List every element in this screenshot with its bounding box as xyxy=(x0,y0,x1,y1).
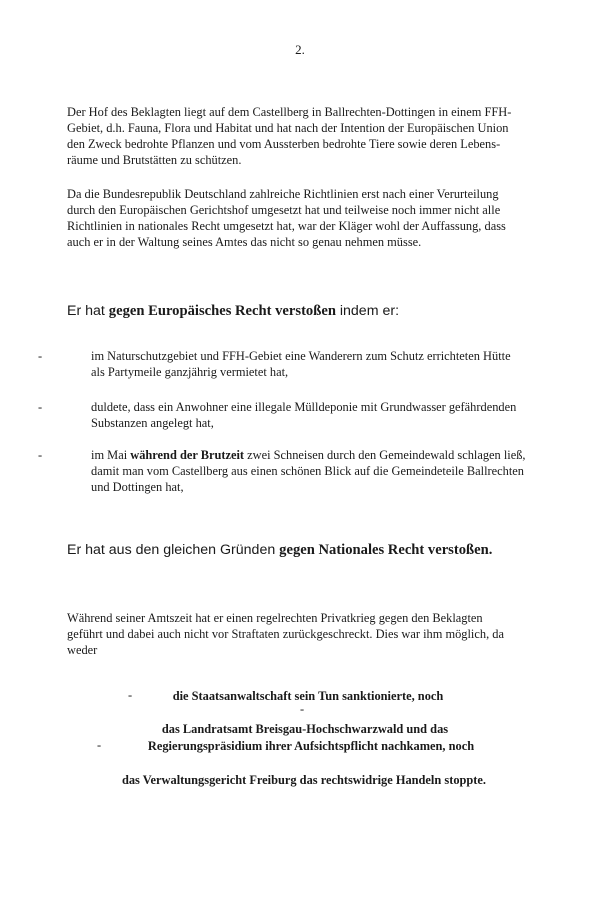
heading-emphasis: gegen Europäisches Recht verstoßen xyxy=(108,303,336,319)
paragraph-line: Da die Bundesrepublik Deutschland zahlreiche Richtlinien erst nach einer Verurteilung xyxy=(67,187,499,201)
paragraph-line: Gebiet, d.h. Fauna, Flora und Habitat und hat nach der Intention der Europäischen Union xyxy=(67,121,509,135)
paragraph-bundesrepublik xyxy=(67,186,549,250)
list-item-line: und Dottingen hat, xyxy=(91,480,184,494)
list-dash: - xyxy=(38,400,43,414)
centered-line: Regierungspräsidium ihrer Aufsichtspflicht nachkamen, noch xyxy=(147,739,475,753)
paragraph-line: durch den Europäischen Gerichtshof umgesetzt hat und teilweise noch immer nicht alle xyxy=(67,203,501,217)
centered-line: das Verwaltungsgericht Freiburg das rechtswidrige Handeln stoppte. xyxy=(121,773,487,787)
list-dash: - xyxy=(128,688,133,702)
paragraph-line: Während seiner Amtszeit hat er einen regelrechten Privatkrieg gegen den Beklagten xyxy=(67,611,483,625)
paragraph-line: auch er in der Waltung seines Amtes das nicht so genau nehmen müsse. xyxy=(67,235,422,249)
paragraph-line: geführt und dabei auch nicht vor Straftaten zurückgeschreckt. Dies war ihm möglich, da xyxy=(67,627,504,641)
list-dash: - xyxy=(97,738,102,752)
list-item-line: damit man vom Castellberg aus einen schönen Blick auf die Gemeindeteile Ballrechten xyxy=(91,464,524,478)
list-item-line: im Mai während der Brutzeit zwei Schneisen durch den Gemeindewald schlagen ließ, xyxy=(91,448,526,462)
paragraph-line: Richtlinien in nationales Recht umgesetzt hat, war der Kläger wohl der Auffassung, dass xyxy=(67,219,506,233)
paragraph-line: weder xyxy=(67,643,98,657)
list-item-line: Substanzen angelegt hat, xyxy=(91,416,214,430)
list-dash: - xyxy=(38,448,43,462)
list-item-line: duldete, dass ein Anwohner eine illegale Mülldeponie mit Grundwasser gefährdenden xyxy=(91,400,517,414)
heading-european-law: Er hat gegen Europäisches Recht verstoßen indem er: xyxy=(67,303,400,319)
list-dash: - xyxy=(38,349,43,363)
paragraph-line: Der Hof des Beklagten liegt auf dem Castellberg in Ballrechten-Dottingen in einem FFH- xyxy=(67,105,512,119)
list-dash: - xyxy=(300,702,305,716)
paragraph-amtszeit xyxy=(67,610,549,658)
list-item-line: als Partymeile ganzjährig vermietet hat, xyxy=(91,365,289,379)
heading-emphasis: gegen Nationales Recht verstoßen. xyxy=(279,542,493,558)
centered-line: das Landratsamt Breisgau-Hochschwarzwald und das xyxy=(161,722,449,736)
centered-line: die Staatsanwaltschaft sein Tun sanktionierte, noch xyxy=(172,689,444,703)
heading-national-law: Er hat aus den gleichen Gründen gegen Nationales Recht verstoßen. xyxy=(67,542,493,558)
paragraph-hof xyxy=(67,104,549,168)
paragraph-line: den Zweck bedrohte Pflanzen und vom Aussterben bedrohte Tiere sowie deren Lebens- xyxy=(67,137,501,151)
page-number: 2. xyxy=(295,42,305,57)
list-emphasis: während der Brutzeit xyxy=(130,448,245,462)
paragraph-line: räume und Brutstätten zu schützen. xyxy=(67,153,242,167)
list-item-line: im Naturschutzgebiet und FFH-Gebiet eine Wanderern zum Schutz errichteten Hütte xyxy=(91,349,511,363)
